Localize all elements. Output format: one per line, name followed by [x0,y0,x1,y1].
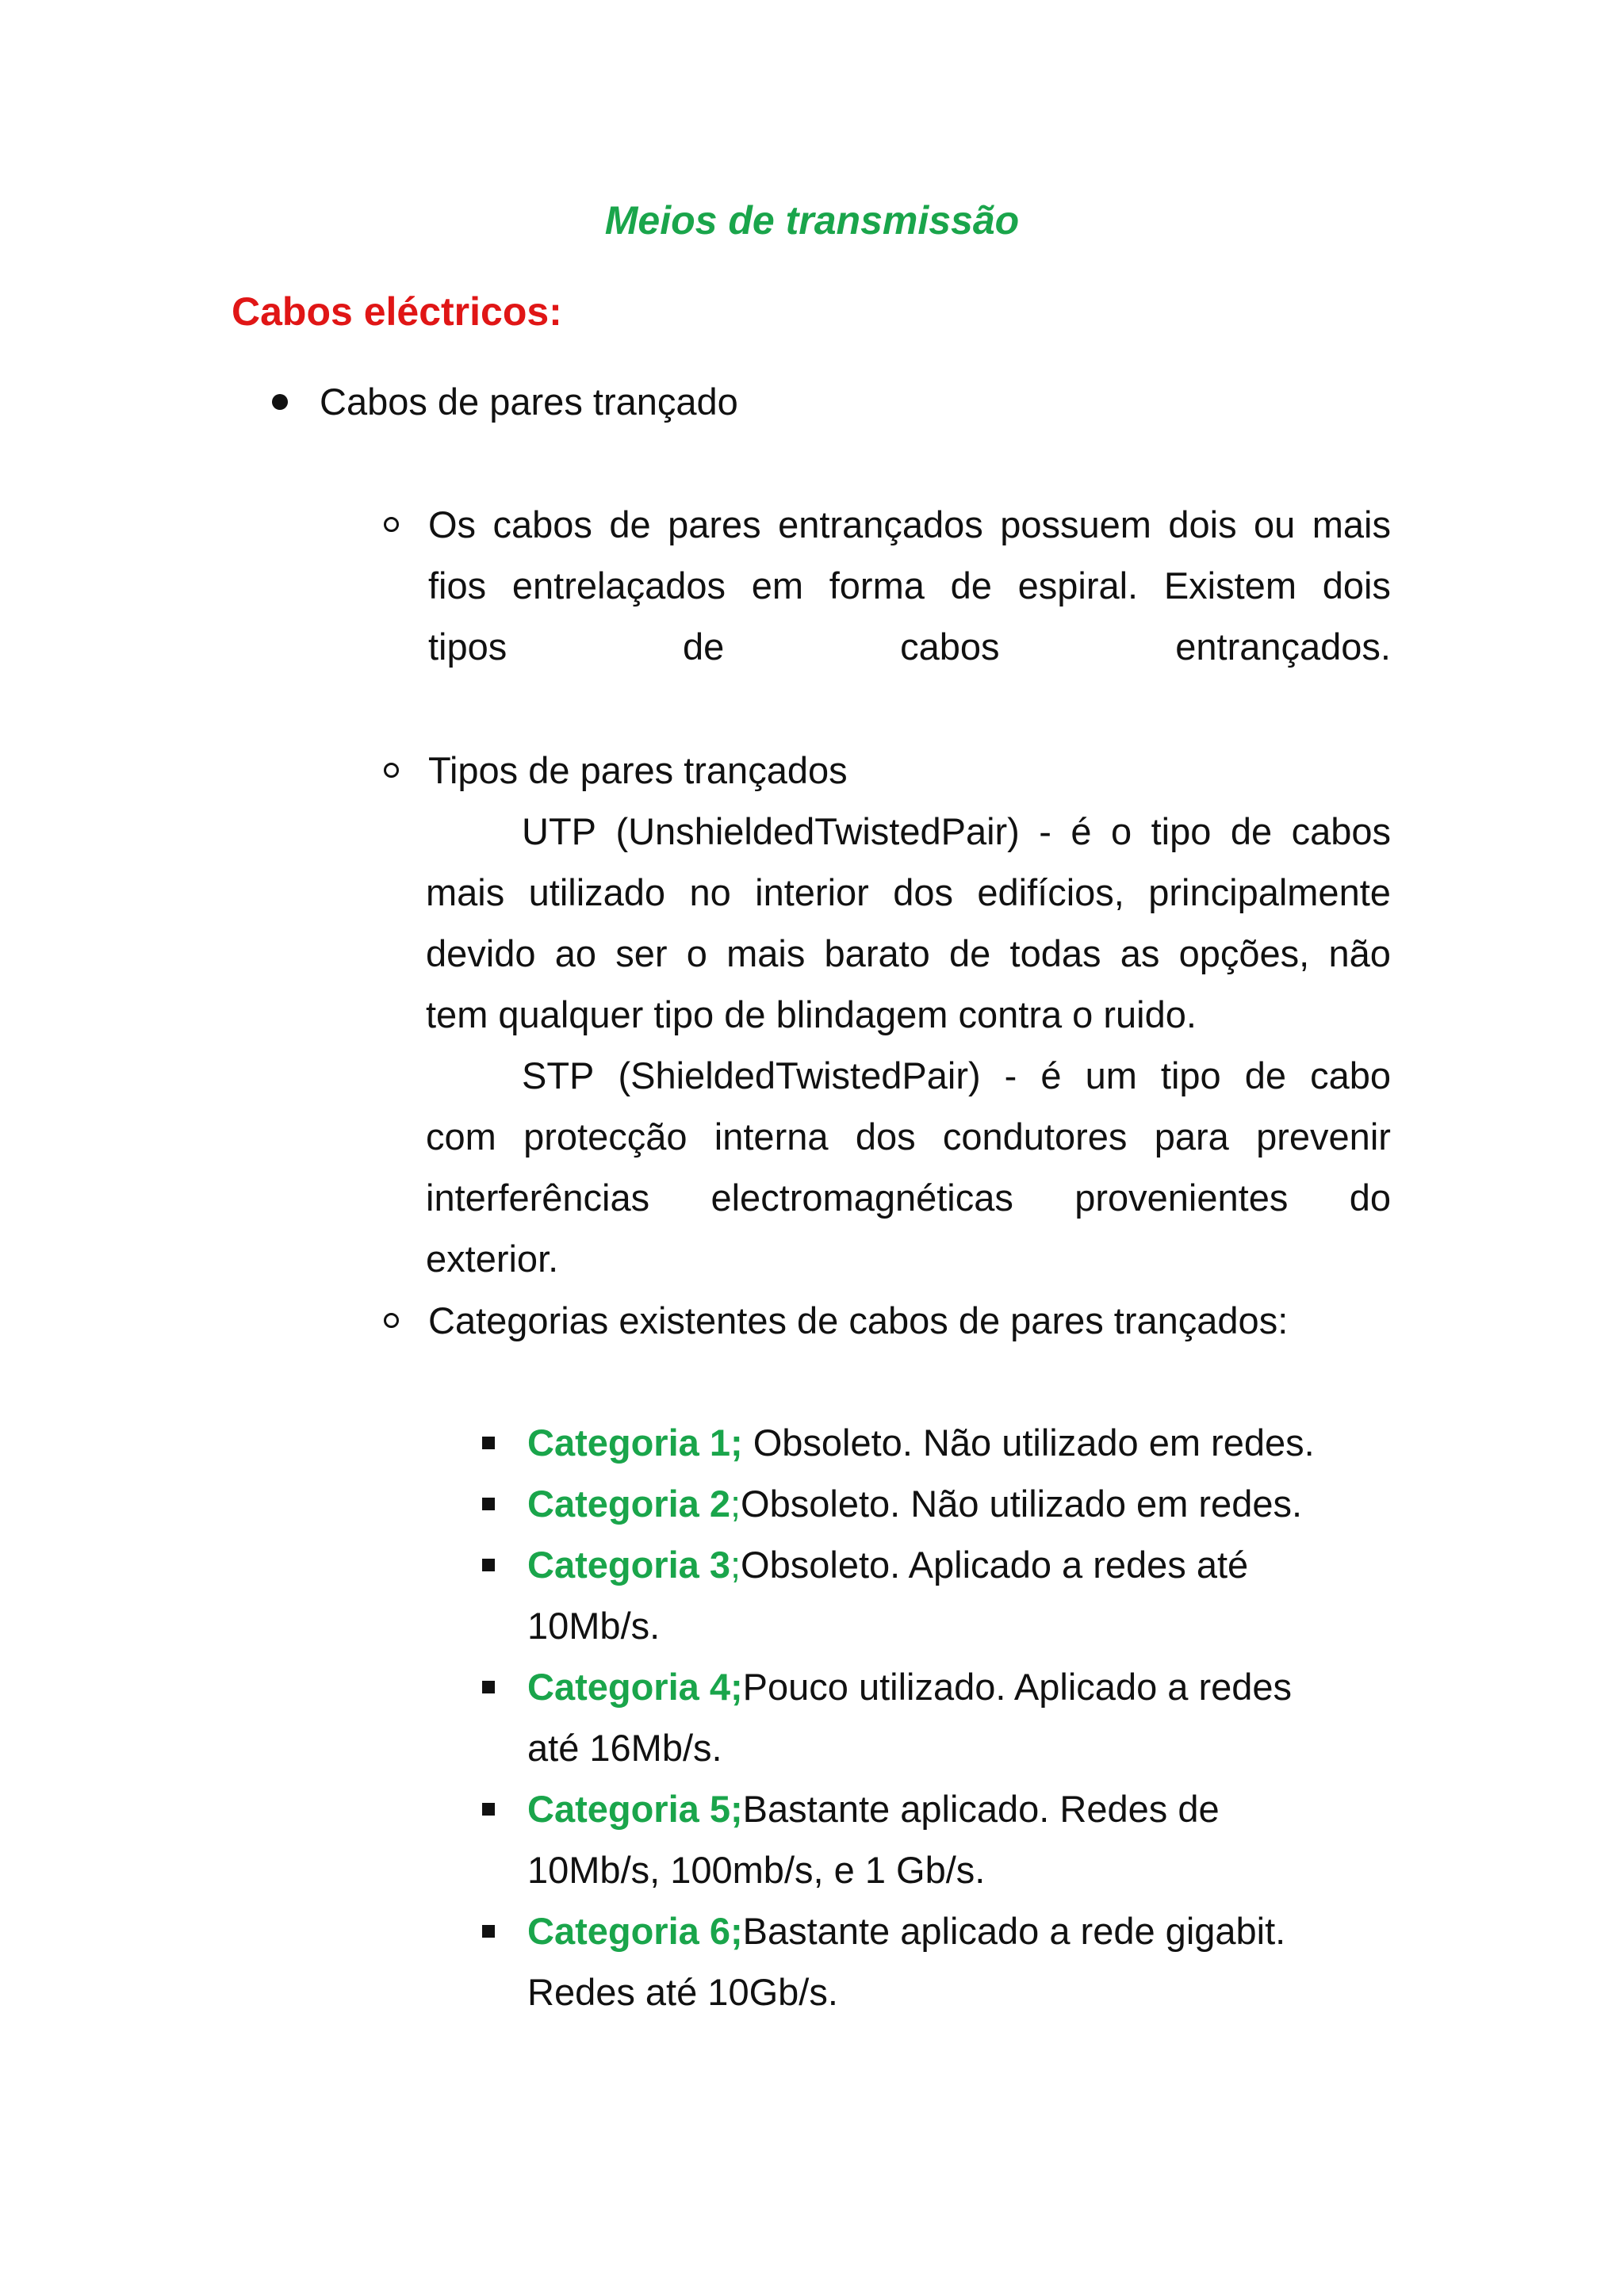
word: de [949,932,991,974]
word: dos [893,871,953,913]
square-bullet-icon [482,1559,495,1571]
word: forma [829,564,925,607]
stp-paragraph-line [426,1167,1391,1228]
circle-bullet-icon [384,517,399,532]
circle-bullet-icon [384,1313,399,1328]
word: pares [668,503,761,545]
subsection-label: Tipos de pares trançados [428,749,848,791]
word: mais [426,871,505,913]
square-bullet-icon [482,1925,495,1938]
word: dos [855,1115,916,1158]
word: devido [426,932,536,974]
word: interna [714,1115,829,1158]
word: um [1085,1054,1137,1096]
category-item [527,1534,1248,1595]
word: protecção [523,1115,688,1158]
category-separator: ; [730,1544,741,1586]
category-item [527,1900,1285,1961]
category-label: Categoria 5; [527,1788,743,1830]
category-description: Pouco utilizado. Aplicado a redes [742,1666,1293,1708]
category-item [527,1656,1292,1717]
word: do [1349,1177,1391,1219]
word: electromagnéticas [710,1177,1013,1219]
word: tipos [428,626,508,668]
word: UTP [522,810,596,852]
category-description-continued: até 16Mb/s. [527,1727,722,1769]
word: mais [726,932,806,974]
word: STP [522,1054,595,1096]
word: edifícios, [977,871,1124,913]
paragraph-line [428,555,1391,616]
stp-paragraph-line [426,1106,1391,1167]
category-separator: ; [730,1483,741,1525]
bullet-dot-icon [272,394,288,410]
category-label: Categoria 6; [527,1910,743,1952]
subsection-label: Categorias existentes de cabos de pares trançados: [428,1299,1289,1341]
word: de [609,503,651,545]
utp-paragraph-line [522,801,1391,862]
word: espiral. [1017,564,1139,607]
word: entrelaçados [511,564,726,607]
word: cabos [900,626,1000,668]
word: cabos [1291,810,1391,852]
stp-paragraph-line: exterior. [426,1238,559,1280]
word: cabos [492,503,592,545]
square-bullet-icon [482,1681,495,1693]
category-description: Obsoleto. Aplicado a redes até [741,1544,1249,1586]
category-label: Categoria 4; [527,1666,743,1708]
word: - [1039,810,1051,852]
word: condutores [942,1115,1128,1158]
square-bullet-icon [482,1803,495,1816]
word: as [1120,932,1160,974]
utp-paragraph-line [426,923,1391,984]
word: (ShieldedTwistedPair) [618,1054,981,1096]
page-title: Meios de transmissão [604,198,1020,243]
word: em [751,564,804,607]
word: opções, [1178,932,1310,974]
utp-paragraph-line [426,862,1391,923]
category-description-continued: 10Mb/s, 100mb/s, e 1 Gb/s. [527,1849,986,1891]
word: todas [1009,932,1101,974]
word: provenientes [1074,1177,1289,1219]
square-bullet-icon [482,1498,495,1510]
category-label: Categoria 2 [527,1483,730,1525]
circle-bullet-icon [384,763,399,778]
category-description: Obsoleto. Não utilizado em redes. [741,1483,1303,1525]
word: Os [428,503,477,545]
word: ser [615,932,668,974]
word: entrançados [778,503,983,545]
word: prevenir [1256,1115,1391,1158]
word: para [1154,1115,1229,1158]
word: é [1040,1054,1062,1096]
word: interferências [426,1177,650,1219]
category-separator [743,1422,753,1464]
word: - [1004,1054,1017,1096]
category-description: Bastante aplicado a rede gigabit. [742,1910,1286,1952]
word: entrançados. [1175,626,1391,668]
word: no [689,871,731,913]
paragraph-line [428,616,1391,677]
category-description: Obsoleto. Não utilizado em redes. [753,1422,1315,1464]
stp-paragraph-line [522,1045,1391,1106]
word: principalmente [1148,871,1391,913]
word: tipo [1160,1054,1221,1096]
section-heading: Cabos eléctricos: [232,289,562,334]
word: dois [1322,564,1391,607]
word: o [686,932,707,974]
category-item [527,1412,1315,1473]
word: ou [1254,503,1296,545]
category-description: Bastante aplicado. Redes de [742,1788,1220,1830]
word: cabo [1310,1054,1391,1096]
category-label: Categoria 1; [527,1422,743,1464]
square-bullet-icon [482,1437,495,1449]
bullet-text: Cabos de pares trançado [320,381,738,423]
category-description-continued: 10Mb/s. [527,1605,661,1647]
category-label: Categoria 3 [527,1544,730,1586]
paragraph-line [428,494,1391,555]
category-item [527,1778,1220,1839]
word: ao [554,932,596,974]
word: fios [428,564,487,607]
word: o [1111,810,1132,852]
word: com [426,1115,496,1158]
utp-paragraph-line: tem qualquer tipo de blindagem contra o ruido. [426,993,1197,1035]
word: é [1071,810,1092,852]
category-description-continued: Redes até 10Gb/s. [527,1971,838,2013]
word: possuem [1000,503,1151,545]
word: interior [755,871,869,913]
word: de [1244,1054,1287,1096]
word: mais [1312,503,1391,545]
word: barato [824,932,930,974]
word: Existem [1163,564,1297,607]
word: dois [1168,503,1237,545]
word: de [950,564,992,607]
word: de [683,626,725,668]
category-item [527,1473,1302,1534]
word: não [1328,932,1391,974]
word: (UnshieldedTwistedPair) [615,810,1020,852]
word: tipo [1151,810,1212,852]
word: utilizado [528,871,666,913]
word: de [1230,810,1273,852]
